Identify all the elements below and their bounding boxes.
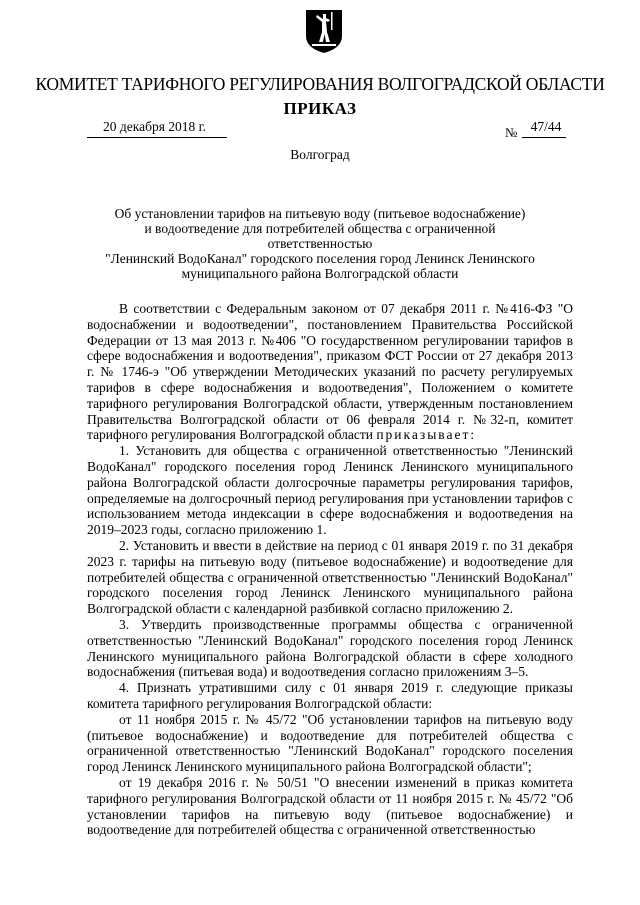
- order-item-4-subitem: от 11 ноября 2015 г. № 45/72 "Об установлении тарифов на питьевую воду (питьевое водоснабжение) и водоотведение для потребителей общества с ограниченной ответственностью "Ленинский ВодоКанал" городского поселения город Ленинск Ленинского муниципального района Волгоградской области";: [87, 711, 573, 775]
- title-line: "Ленинский ВодоКанал" городского поселения город Ленинск Ленинского: [105, 251, 535, 266]
- title-line: Об установлении тарифов на питьевую воду (питьевое водоснабжение): [114, 206, 526, 221]
- document-number: 47/44: [530, 119, 562, 134]
- preamble-paragraph: [87, 301, 573, 443]
- organization-name: КОМИТЕТ ТАРИФНОГО РЕГУЛИРОВАНИЯ ВОЛГОГРАДСКОЙ ОБЛАСТИ: [35, 74, 605, 94]
- volgograd-coat-of-arms-icon: [304, 8, 344, 54]
- document-type: ПРИКАЗ: [283, 99, 357, 118]
- order-item-4: 4. Признать утратившими силу с 01 января 2019 г. следующие приказы комитета тарифного регулирования Волгоградской области:: [87, 680, 573, 711]
- title-line: и водоотведение для потребителей общества с ограниченной ответственностью: [144, 221, 496, 251]
- order-item-1: 1. Установить для общества с ограниченной ответственностью "Ленинский ВодоКанал" городского поселения город Ленинск Ленинского муниципального района Волгоградской области долгосрочные параметры регулирования тарифов, определяемые на долгосрочный период регулирования при установлении тарифов с использованием метода индексации в сфере водоснабжения и водоотведения на 2019–2023 годы, согласно приложению 1.: [87, 443, 573, 538]
- date-underline: [87, 137, 227, 138]
- preamble-text: В соответствии с Федеральным законом от 07 декабря 2011 г. №416-ФЗ "О водоснабжении и водоотведении", постановлением Правительства Российской Федерации от 13 мая 2013 г. №406 "О государственном регулировании тарифов в сфере водоснабжения и водоотведения", приказом ФСТ России от 27 декабря 2013 г. № 1746-э "Об утверждении Методических указаний по расчету регулируемых тарифов в сфере водоснабжения и водоотведения", Положением о комитете тарифного регулирования Волгоградской области, утвержденным постановлением Правительства Волгоградской области от 06 февраля 2014 г. №32-п, комитет тарифного регулирования Волгоградской области: [87, 301, 573, 443]
- document-title: [95, 206, 545, 281]
- order-item-2: 2. Установить и ввести в действие на период с 01 января 2019 г. по 31 декабря 2023 г. тарифы на питьевую воду (питьевое водоснабжение) и водоотведение для потребителей общества с ограниченной ответственностью "Ленинский ВодоКанал" городского поселения город Ленинск Ленинского муниципального района Волгоградской области с календарной разбивкой согласно приложению 2.: [87, 537, 573, 617]
- city-name: Волгоград: [290, 147, 350, 162]
- order-item-4-subitem: от 19 декабря 2016 г. № 50/51 "О внесении изменений в приказ комитета тарифного регулирования Волгоградской области от 11 ноября 2015 г. № 45/72 "Об установлении тарифов на питьевую воду (питьевое водоснабжение) и водоотведение для потребителей общества с ограниченной ответственностью: [87, 774, 573, 838]
- number-underline: [522, 137, 566, 138]
- document-date: 20 декабря 2018 г.: [103, 119, 207, 134]
- preamble-verb: приказывает:: [376, 427, 477, 443]
- document-body: [87, 301, 573, 838]
- title-line: муниципального района Волгоградской области: [181, 266, 459, 281]
- order-item-3: 3. Утвердить производственные программы общества с ограниченной ответственностью "Ленинский ВодоКанал" городского поселения город Ленинск Ленинского муниципального района Волгоградской области в сфере холодного водоснабжения (питьевая вода) и водоотведения согласно приложениям 3–5.: [87, 616, 573, 680]
- number-sign: №: [505, 125, 518, 140]
